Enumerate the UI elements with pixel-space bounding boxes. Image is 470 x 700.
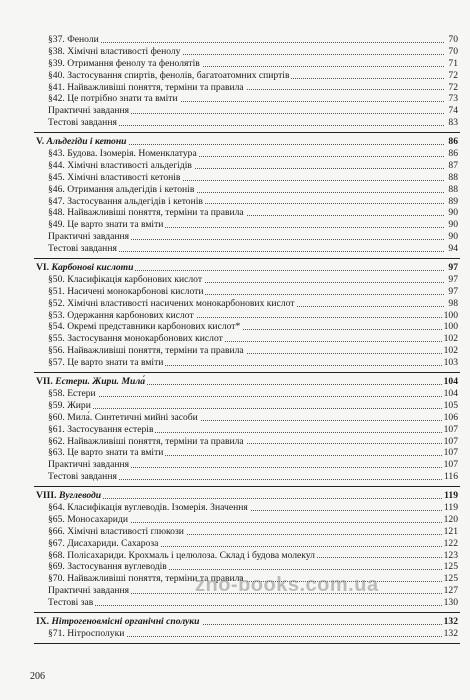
page-number: 87 bbox=[448, 159, 458, 171]
toc-entry: §50. Класифікація карбонових кислот 97 bbox=[48, 273, 458, 285]
page-number: 119 bbox=[444, 490, 458, 502]
page-number: 100 bbox=[443, 321, 458, 333]
page-number: 100 bbox=[443, 309, 458, 321]
section-divider bbox=[34, 486, 460, 487]
toc-entry: §62. Найважливіші поняття, терміни та правила 107 bbox=[48, 435, 458, 447]
page-number: 71 bbox=[448, 57, 458, 69]
toc-entry: §55. Застосування монокарбонових кислот 102 bbox=[48, 333, 458, 345]
toc-entry: §45. Хімічні властивості кетонів 88 bbox=[48, 171, 458, 183]
toc-entry: Практичні завдання 107 bbox=[48, 459, 458, 471]
toc-entry: §40. Застосування спиртів, фенолів, багатоатомних спиртів 72 bbox=[48, 69, 458, 81]
page-number: 104 bbox=[443, 387, 458, 399]
page-number: 89 bbox=[448, 195, 458, 207]
toc-entry: §38. Хімічні властивості фенолу 70 bbox=[48, 45, 458, 57]
page-number: 132 bbox=[443, 615, 458, 627]
page-number: 116 bbox=[443, 471, 458, 483]
page-number: 88 bbox=[448, 171, 458, 183]
page-number: 120 bbox=[443, 513, 458, 525]
page-number: 72 bbox=[448, 81, 458, 93]
page-number: 125 bbox=[443, 573, 458, 585]
toc-entry: §68. Полісахариди. Крохмаль і целюлоза. Склад і будова молекул 123 bbox=[48, 549, 458, 561]
page-number: 105 bbox=[443, 399, 458, 411]
toc-entry: §66. Хімічні властивості глюкози 121 bbox=[48, 525, 458, 537]
toc-entry: §64. Класифікація вуглеводів. Ізомерія. Значення 119 bbox=[48, 501, 458, 513]
page-number: 122 bbox=[443, 537, 458, 549]
page-number: 94 bbox=[448, 243, 458, 255]
watermark: zno-books.com.ua bbox=[195, 574, 379, 596]
section-divider bbox=[34, 612, 460, 613]
toc-entry: §59. Жири 105 bbox=[48, 399, 458, 411]
toc-block-continuation bbox=[0, 34, 470, 129]
section-divider bbox=[34, 643, 460, 644]
page-number: 90 bbox=[448, 231, 458, 243]
section-divider bbox=[34, 258, 460, 259]
toc-chapter-6 bbox=[0, 262, 470, 369]
page-number: 107 bbox=[443, 423, 458, 435]
toc-entry: §65. Моносахариди 120 bbox=[48, 513, 458, 525]
toc-entry: §58. Естери 104 bbox=[48, 387, 458, 399]
toc-chapter-5 bbox=[0, 136, 470, 255]
toc-entry: §71. Нітросполуки 132 bbox=[48, 627, 458, 639]
page-number: 70 bbox=[448, 45, 458, 57]
page-number: 86 bbox=[448, 148, 458, 160]
page-number: 102 bbox=[443, 345, 458, 357]
page-number: 132 bbox=[443, 627, 458, 639]
page-number: 103 bbox=[443, 357, 458, 369]
chapter-heading: VII. Естери. Жири. Мила́ 104 bbox=[36, 376, 458, 388]
toc-entry: §53. Одержання карбонових кислот 100 bbox=[48, 309, 458, 321]
page-number: 90 bbox=[448, 207, 458, 219]
chapter-heading: VI. Карбонові кислоти 97 bbox=[36, 262, 458, 274]
toc-entry: Тестові завдання 83 bbox=[48, 117, 458, 129]
chapter-heading: IX. Нітрогеновмісні органічні сполуки 132 bbox=[36, 615, 458, 627]
page-number: 88 bbox=[448, 183, 458, 195]
toc-entry: §52. Хімічні властивості насичених монокарбонових кислот 98 bbox=[48, 297, 458, 309]
toc-entry: §56. Найважливіші поняття, терміни та правила 102 bbox=[48, 345, 458, 357]
page-number: 104 bbox=[443, 376, 458, 388]
toc-entry: §51. Насичені монокарбонові кислоти 97 bbox=[48, 285, 458, 297]
toc-entry: §49. Це варто знати та вміти 90 bbox=[48, 219, 458, 231]
page-number: 97 bbox=[448, 273, 458, 285]
page-number-footer: 206 bbox=[30, 671, 45, 682]
page-number: 107 bbox=[443, 435, 458, 447]
toc-entry: §70. Найважливіші поняття, терміни та правила 125 bbox=[48, 573, 458, 585]
page-number: 130 bbox=[443, 597, 458, 609]
toc-entry: §60. Мила́. Синтетичні мийні засоби 106 bbox=[48, 411, 458, 423]
page-number: 90 bbox=[448, 219, 458, 231]
toc-entry: §39. Отримання фенолу та фенолятів 71 bbox=[48, 57, 458, 69]
page-number: 83 bbox=[448, 117, 458, 129]
toc-entry: §54. Окремі представники карбонових кислот* 100 bbox=[48, 321, 458, 333]
page-number: 70 bbox=[448, 34, 458, 45]
page-number: 102 bbox=[443, 333, 458, 345]
page-number: 97 bbox=[448, 285, 458, 297]
toc-entry: §67. Дисахариди. Сахароза 122 bbox=[48, 537, 458, 549]
toc-entry: §63. Це варто знати та вміти 107 bbox=[48, 447, 458, 459]
toc-entry: §44. Хімічні властивості альдегідів 87 bbox=[48, 159, 458, 171]
toc-chapter-9 bbox=[0, 616, 470, 640]
page-number: 123 bbox=[443, 549, 458, 561]
section-divider bbox=[34, 132, 460, 133]
toc-entry: Тестові завдання 94 bbox=[48, 243, 458, 255]
toc-entry: §57. Це варто знати та вміти 103 bbox=[48, 357, 458, 369]
toc-entry: §46. Отримання альдегідів і кетонів 88 bbox=[48, 183, 458, 195]
toc-entry: §42. Це потрібно знати та вміти 73 bbox=[48, 93, 458, 105]
page-number: 107 bbox=[443, 459, 458, 471]
toc-entry: §43. Будова. Ізомерія. Номенклатура 86 bbox=[48, 148, 458, 160]
page-number: 74 bbox=[448, 105, 458, 117]
toc-entry: Тестові завдання 116 bbox=[48, 471, 458, 483]
toc-entry: Тестові зав 130 bbox=[48, 597, 458, 609]
toc-entry: Практичні завдання 90 bbox=[48, 231, 458, 243]
page-number: 97 bbox=[448, 262, 458, 274]
page-number: 125 bbox=[443, 561, 458, 573]
toc-entry: §61. Застосування естерів 107 bbox=[48, 423, 458, 435]
toc-entry: §37. Феноли 70 bbox=[48, 34, 458, 45]
toc-entry: §41. Найважливіші поняття, терміни та правила 72 bbox=[48, 81, 458, 93]
chapter-heading: V. Альдегіди і кетони 86 bbox=[36, 136, 458, 148]
page-number: 73 bbox=[448, 93, 458, 105]
page-number: 86 bbox=[448, 136, 458, 148]
table-of-contents bbox=[0, 34, 470, 644]
section-divider bbox=[34, 372, 460, 373]
page-number: 119 bbox=[443, 501, 458, 513]
toc-entry: §69. Застосування вуглеводів 125 bbox=[48, 561, 458, 573]
chapter-heading: VIII. Вуглеводи 119 bbox=[36, 490, 458, 502]
page-number: 127 bbox=[443, 585, 458, 597]
toc-chapter-7 bbox=[0, 376, 470, 483]
page-number: 121 bbox=[443, 525, 458, 537]
toc-entry: Практичні завдання 74 bbox=[48, 105, 458, 117]
page-number: 107 bbox=[443, 447, 458, 459]
toc-entry: §48. Найважливіші поняття, терміни та правила 90 bbox=[48, 207, 458, 219]
page-number: 72 bbox=[448, 69, 458, 81]
page-number: 98 bbox=[448, 297, 458, 309]
toc-entry: Практичні завдання 127 bbox=[48, 585, 458, 597]
toc-entry: §47. Застосування альдегідів і кетонів 89 bbox=[48, 195, 458, 207]
page-number: 106 bbox=[443, 411, 458, 423]
